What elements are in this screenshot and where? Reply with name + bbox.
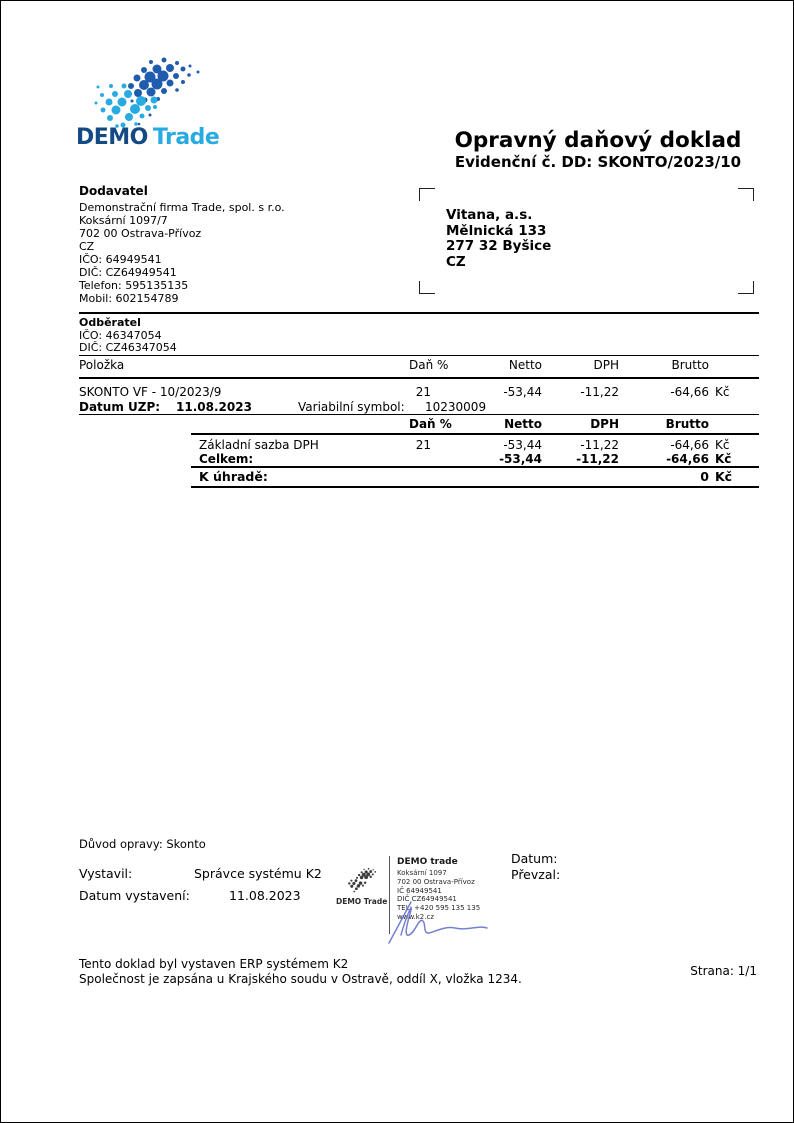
divider-below-amount-due [191,486,759,488]
stamp-web: www.k2.cz [397,912,435,921]
divider-below-items-header [79,377,759,379]
supplier-block [79,185,285,305]
supplier-country: CZ [79,240,95,253]
customer-city: 277 32 Byšice [446,238,552,254]
window-corner-bottom-left [419,281,435,294]
customer-label: Odběratel [79,316,141,329]
issue-date-label: Datum vystavení: [79,888,190,903]
received-by-label: Převzal: [511,867,561,882]
supplier-dic: DIČ: CZ64949541 [79,266,177,279]
issued-by-value: Správce systému K2 [194,866,322,881]
document-title-block [437,128,759,171]
items-header-tax: Daň % [409,358,449,372]
divider-above-customer [79,312,759,314]
summary-total-netto: -53,44 [499,452,542,466]
customer-street: Mělnická 133 [446,222,547,239]
summary-total-dph: -11,22 [576,452,619,466]
window-corner-bottom-right [738,281,754,294]
divider-below-summary-header [191,433,759,435]
document-title: Opravný daňový doklad [454,128,742,153]
supplier-street: Koksární 1097/7 [79,214,168,227]
receive-date-label: Datum: [511,851,558,866]
logo-demo-text: DEMO [76,125,148,150]
supplier-mobile: Mobil: 602154789 [79,292,179,305]
stamp-ic: IČ 64949541 [397,886,442,895]
page-number: Strana: 1/1 [690,964,757,978]
item-brutto: -64,66 [670,385,709,399]
summary-header-netto: Netto [504,417,542,431]
summary-base-netto: -53,44 [503,438,542,452]
item-dph: -11,22 [580,385,619,399]
supplier-ico: IČO: 64949541 [79,253,162,266]
item-netto: -53,44 [503,385,542,399]
uzp-label: Datum UZP: [79,400,161,414]
summary-total-brutto: -64,66 [666,452,709,466]
stamp-tel: TEL: +420 595 135 135 [397,904,481,913]
summary-base-dph: -11,22 [580,438,619,452]
summary-base-label: Základní sazba DPH [199,438,319,452]
stamp-dic: DIČ CZ64949541 [397,895,457,904]
supplier-name: Demonstrační firma Trade, spol. s r.o. [79,201,285,214]
issued-by-label: Vystavil: [79,866,133,881]
stamp-company-name: DEMO trade [397,857,458,867]
footer-erp-note: Tento doklad byl vystaven ERP systémem K2 [79,957,349,971]
supplier-city: 702 00 Ostrava-Přívoz [79,227,202,240]
item-name: SKONTO VF - 10/2023/9 [79,385,222,399]
issue-date-value: 11.08.2023 [229,888,301,903]
summary-total-currency: Kč [715,452,732,466]
window-corner-top-left [419,188,435,201]
address-window [419,188,754,294]
variable-symbol-value: 10230009 [425,400,487,414]
document-number: Evidenční č. DD: SKONTO/2023/10 [454,153,742,171]
items-header-brutto: Brutto [671,358,709,372]
summary-header-dph: DPH [590,417,619,431]
divider-below-item-rows [79,414,759,415]
uzp-value: 11.08.2023 [176,400,252,414]
summary-base-currency: Kč [715,438,730,452]
customer-ico: IČO: 46347054 [79,328,162,342]
summary-base-brutto: -64,66 [670,438,709,452]
customer-country: CZ [446,253,466,270]
variable-symbol-label: Variabilní symbol: [298,400,405,414]
customer-dic: DIČ: CZ46347054 [79,341,177,354]
items-header-netto: Netto [508,358,542,372]
summary-base-tax: 21 [415,438,431,452]
summary-header-tax: Daň % [409,417,452,431]
customer-address [446,208,551,270]
stamp-street: Koksární 1097 [397,869,447,877]
summary-total-label: Celkem: [199,452,254,466]
items-header-dph: DPH [593,358,619,372]
supplier-phone: Telefon: 595135135 [79,279,189,292]
footer-registry-note: Společnost je zapsána u Krajského soudu v Ostravě, oddíl X, vložka 1234. [79,972,522,986]
customer-name: Vitana, a.s. [446,207,533,223]
customer-ids-block [79,316,177,355]
amount-due-currency: Kč [715,469,733,484]
divider-below-total [191,466,759,468]
stamp-logo-text: DEMO Trade [336,897,388,906]
summary-header-brutto: Brutto [665,417,709,431]
stamp-city: 702 00 Ostrava-Přívoz [397,877,475,886]
supplier-label: Dodavatel [79,184,148,198]
logo-trade-text: Trade [152,125,220,150]
amount-due-value: 0 [700,469,709,484]
item-currency: Kč [715,385,730,399]
correction-reason: Důvod opravy: Skonto [79,837,206,851]
demo-trade-dots-logo-icon [88,56,208,131]
handwritten-signature [383,897,495,947]
logo-wordmark [76,125,219,150]
divider-below-customer [79,355,759,356]
amount-due-label: K úhradě: [199,469,268,484]
window-corner-top-right [738,188,754,201]
stamp-dots-logo-icon [342,867,384,894]
item-tax: 21 [415,385,431,399]
items-header-item: Položka [79,358,125,372]
